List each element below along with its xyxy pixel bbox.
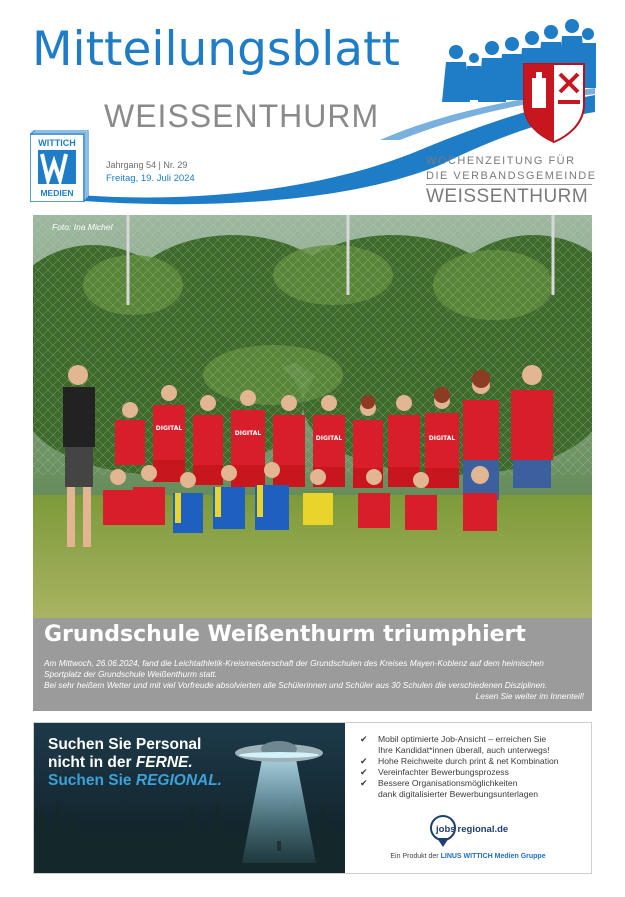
wittich-logo-top: WITTICH (38, 138, 76, 148)
masthead-title: Mitteilungsblatt (32, 22, 400, 77)
ad-product-brand[interactable]: LINUS WITTICH Medien Gruppe (440, 853, 546, 860)
ad-headline-line2-a: nicht in der (48, 754, 136, 771)
list-item (360, 767, 559, 778)
weekly-town: WEISSENTHURM (426, 186, 589, 207)
ad-benefit-text: Vereinfachter Bewerbungsprozess (378, 767, 509, 777)
list-item (360, 778, 559, 789)
masthead-town: WEISSENTHURM (104, 98, 380, 134)
article-headline[interactable]: Grundschule Weißenthurm triumphiert (44, 622, 526, 647)
article-lead-line2: Sportplatz der Grundschule Weißenthurm statt. (44, 669, 218, 679)
ad-headline-line3-a: Suchen Sie (48, 772, 136, 789)
issue-number: Jahrgang 54 | Nr. 29 (106, 160, 188, 170)
check-icon: ✔ (360, 734, 368, 744)
coat-of-arms (520, 60, 588, 144)
weekly-divider (426, 184, 592, 185)
ad-benefit-text: dank digitalisierter Bewerbungsunterlagen (378, 789, 539, 799)
shirt-print: DIGITAL (234, 430, 262, 437)
list-item (360, 756, 559, 767)
jobs-logo-a: jobs (436, 824, 456, 835)
photo-credit: Foto: Ina Michel (52, 222, 113, 232)
list-item (360, 734, 559, 745)
ad-headline-line3-b: REGIONAL. (135, 772, 222, 789)
ad-product-note (346, 853, 590, 860)
ad-headline-line2-b: FERNE. (135, 754, 193, 771)
weekly-label-line2: DIE VERBANDSGEMEINDE (426, 170, 597, 182)
article-lead-line1: Am Mittwoch, 26.06.2024, fand die Leichtathletik-Kreismeisterschaft der Grundschulen des Kreises Mayen-Koblenz auf dem heimischen (44, 658, 544, 668)
shirt-print: DIGITAL (155, 425, 183, 432)
check-icon: ✔ (360, 756, 368, 766)
ad-benefit-text: Ihre Kandidat*innen überall, auch unterwegs! (378, 745, 550, 755)
wittich-medien-logo[interactable] (30, 130, 90, 202)
team-photo-illustration (33, 215, 592, 618)
jobs-regional-logo[interactable] (436, 824, 522, 835)
ad-benefit-text: Bessere Organisationsmöglichkeiten (378, 778, 518, 788)
read-more-link[interactable]: Lesen Sie weiter im Innenteil! (475, 691, 584, 701)
shirt-print: DIGITAL (315, 435, 343, 442)
article-lead-line3: Bei sehr heißem Wetter und mit viel Vorfreude absolvierten alle Schülerinnen und Schüler aus 30 Schulen die verschiedenen Disziplinen. (44, 680, 548, 690)
list-item (360, 745, 559, 756)
wittich-logo-bottom: MEDIEN (40, 188, 74, 198)
list-item (360, 789, 559, 800)
check-icon: ✔ (360, 778, 368, 788)
ad-benefit-text: Hohe Reichweite durch print & net Kombination (378, 756, 559, 766)
ad-headline-line2 (48, 754, 193, 772)
jobs-logo-b: regional.de (457, 824, 509, 835)
cover-photo[interactable] (33, 215, 592, 618)
check-icon: ✔ (360, 767, 368, 777)
weekly-label-line1: WOCHENZEITUNG FÜR (426, 155, 576, 167)
ad-benefit-list (360, 734, 559, 800)
ad-benefit-text: Mobil optimierte Job-Ansicht – erreichen Sie (378, 734, 547, 744)
ad-product-prefix: Ein Produkt der (390, 853, 441, 860)
ad-headline-line1: Suchen Sie Personal (48, 736, 202, 753)
ad-headline-line3 (48, 772, 222, 790)
shirt-print: DIGITAL (428, 435, 456, 442)
issue-date: Freitag, 19. Juli 2024 (106, 173, 195, 184)
